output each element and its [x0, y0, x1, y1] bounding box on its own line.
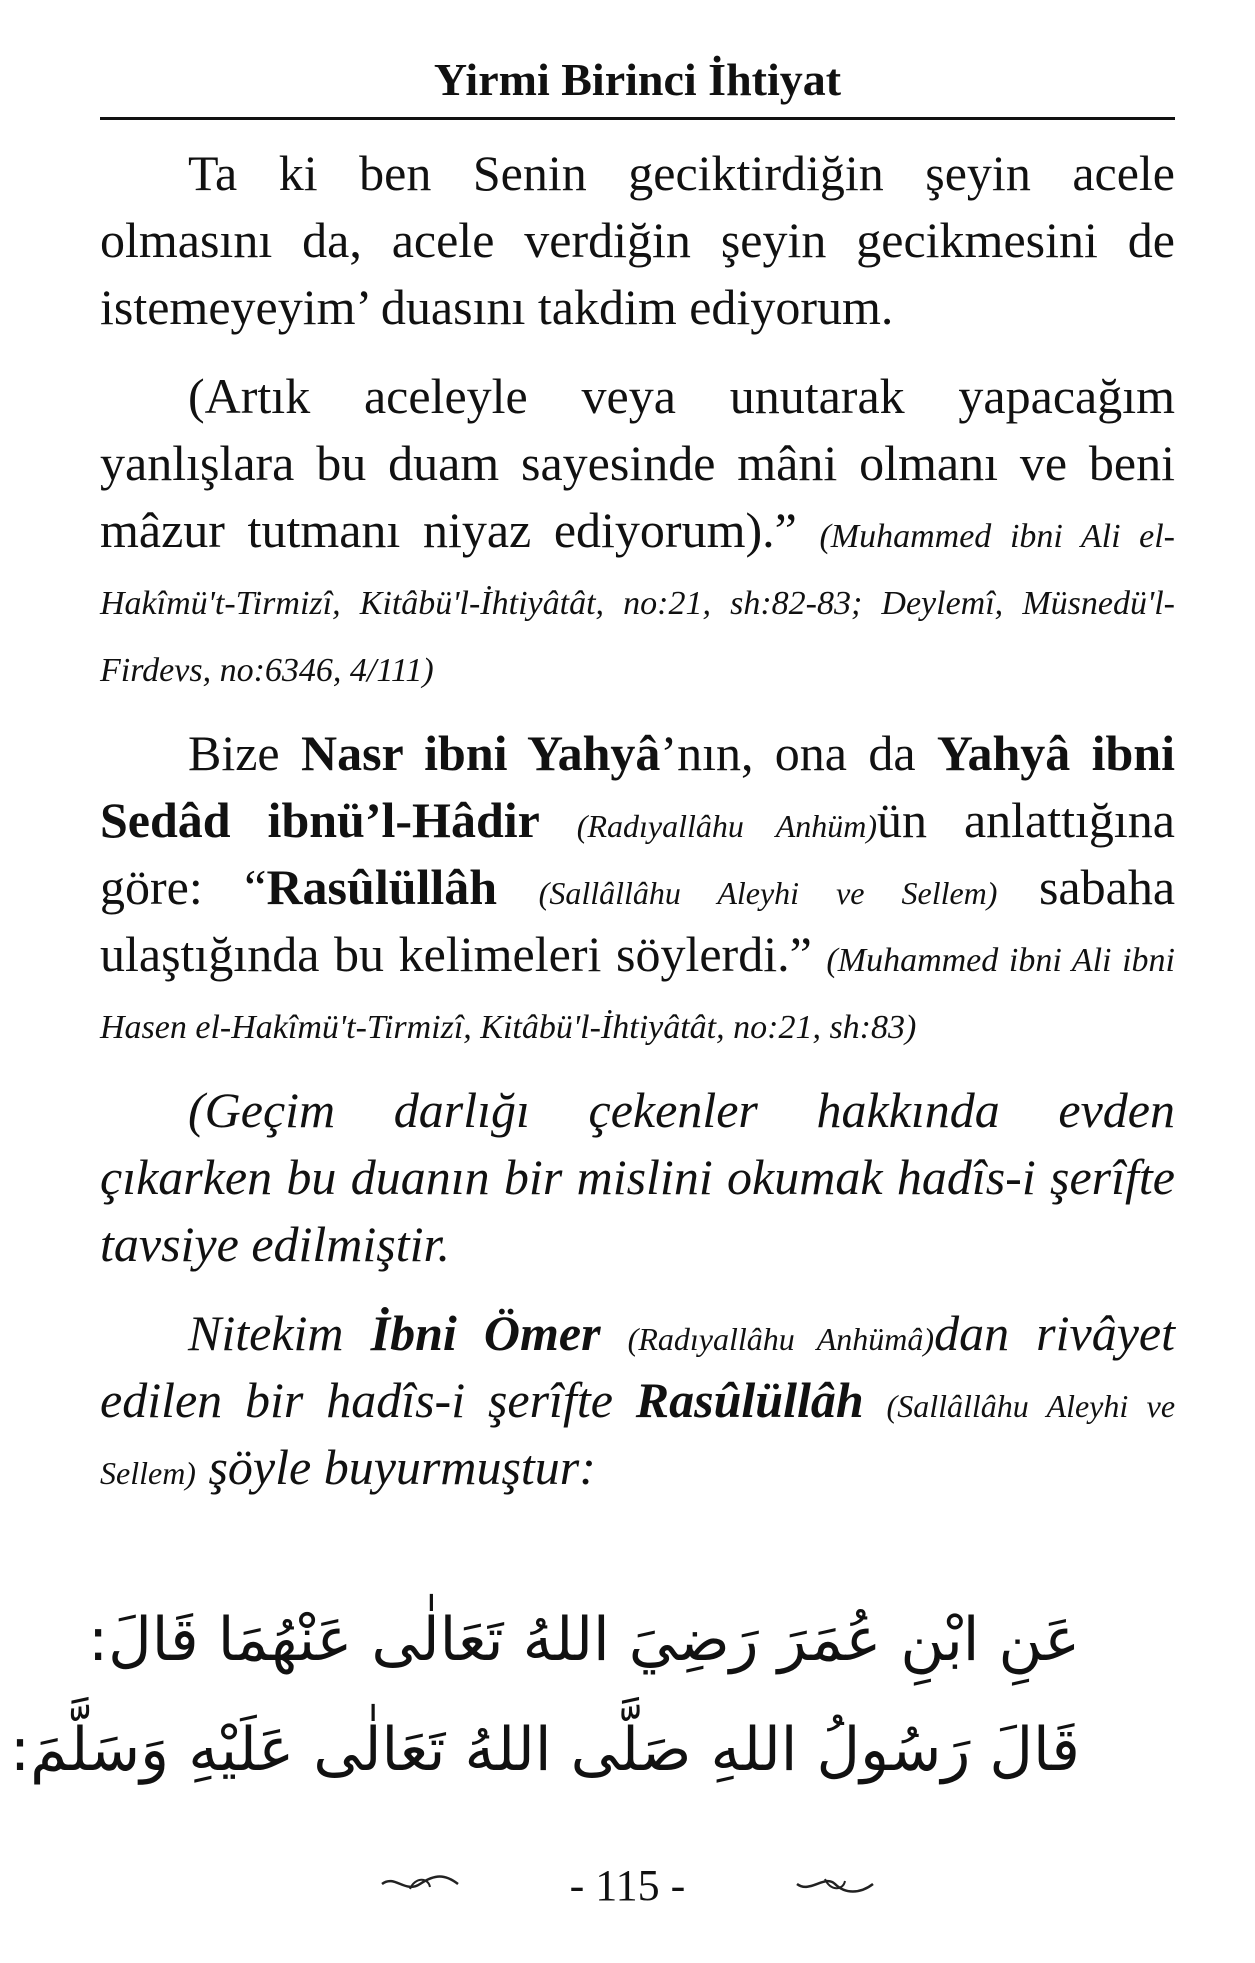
- paragraph-4-text: (Geçim darlığı çekenler hakkında evden çıkarken bu duanın bir mislini okumak hadîs-i şerîfte tavsiye edilmiştir.: [100, 1082, 1175, 1272]
- right-ornament-icon: [795, 1862, 875, 1909]
- page-number: - 115 -: [569, 1860, 686, 1910]
- paragraph-3-text-d: sabaha ulaştığında bu kelimeleri söylerdi.”: [100, 859, 1176, 982]
- arabic-line-2: قَالَ رَسُولُ اللهِ صَلَّى اللهُ تَعَالٰى عَلَيْهِ وَسَلَّمَ:: [9, 1715, 1080, 1785]
- narrator-name-1: Nasr ibni Yahyâ: [300, 725, 661, 781]
- paragraph-2-text: (Artık aceleyle veya unutarak yapacağım yanlışlara bu duam sayesinde mâni olmanı ve beni mâzur tutmanı niyaz ediyorum).”: [100, 368, 1175, 558]
- paragraph-3: [100, 720, 1175, 1055]
- page-header-title: Yirmi Birinci İhtiyat: [433, 54, 842, 105]
- paragraph-3-citation: (Muhammed ibni Ali ibni Hasen el-Hakîmü't-Tirmizî, Kitâbü'l-İhtiyâtât, no:21, sh:83): [100, 942, 1175, 1046]
- paragraph-3-text-b: ’nın, ona da: [660, 725, 937, 781]
- paragraph-4: [100, 1077, 1175, 1278]
- paragraph-5-text-c: şöyle buyurmuştur:: [195, 1439, 596, 1495]
- left-ornament-icon: [380, 1862, 460, 1909]
- paragraph-2: [100, 363, 1175, 698]
- honorific-3: (Radıyallâhu Anhümâ): [627, 1321, 935, 1357]
- paragraph-5: [100, 1300, 1175, 1501]
- honorific-4: (Sallâllâhu Aleyhi ve Sellem): [100, 1388, 1176, 1491]
- paragraph-5-text-b: dan rivâyet edilen bir hadîs-i şerîfte: [100, 1305, 1175, 1428]
- paragraph-1-text: Ta ki ben Senin geciktirdiğin şeyin acele olmasını da, acele verdiğin şeyin gecikmesini de istemeyeyim’ duasını takdim ediyorum.: [100, 145, 1175, 335]
- companion-name: İbni Ömer: [370, 1305, 601, 1361]
- paragraph-1: [100, 140, 1175, 341]
- paragraph-5-text-a: Nitekim: [188, 1305, 371, 1361]
- honorific-2: (Sallâllâhu Aleyhi ve Sellem): [538, 875, 998, 911]
- paragraph-3-text-c: ün anlattığına göre: “: [100, 792, 1175, 915]
- header-rule: [100, 117, 1175, 120]
- prophet-name-2: Rasûlüllâh: [635, 1372, 864, 1428]
- body-text: [100, 140, 1175, 1523]
- narrator-name-2: Yahyâ ibni Sedâd ibnü’l-Hâdir: [100, 725, 1175, 848]
- arabic-line-1: عَنِ ابْنِ عُمَرَ رَضِيَ اللهُ تَعَالٰى عَنْهُمَا قَالَ:: [87, 1605, 1080, 1675]
- prophet-name: Rasûlüllâh: [266, 859, 498, 915]
- honorific-1: (Radıyallâhu Anhüm): [576, 808, 878, 844]
- paragraph-3-text-a: Bize: [188, 725, 301, 781]
- paragraph-2-citation: (Muhammed ibni Ali el-Hakîmü't-Tirmizî, Kitâbü'l-İhtiyâtât, no:21, sh:82-83; Deylemî, Müsnedü'l-Firdevs, no:6346, 4/111): [100, 518, 1175, 689]
- page-footer: [380, 1855, 875, 1915]
